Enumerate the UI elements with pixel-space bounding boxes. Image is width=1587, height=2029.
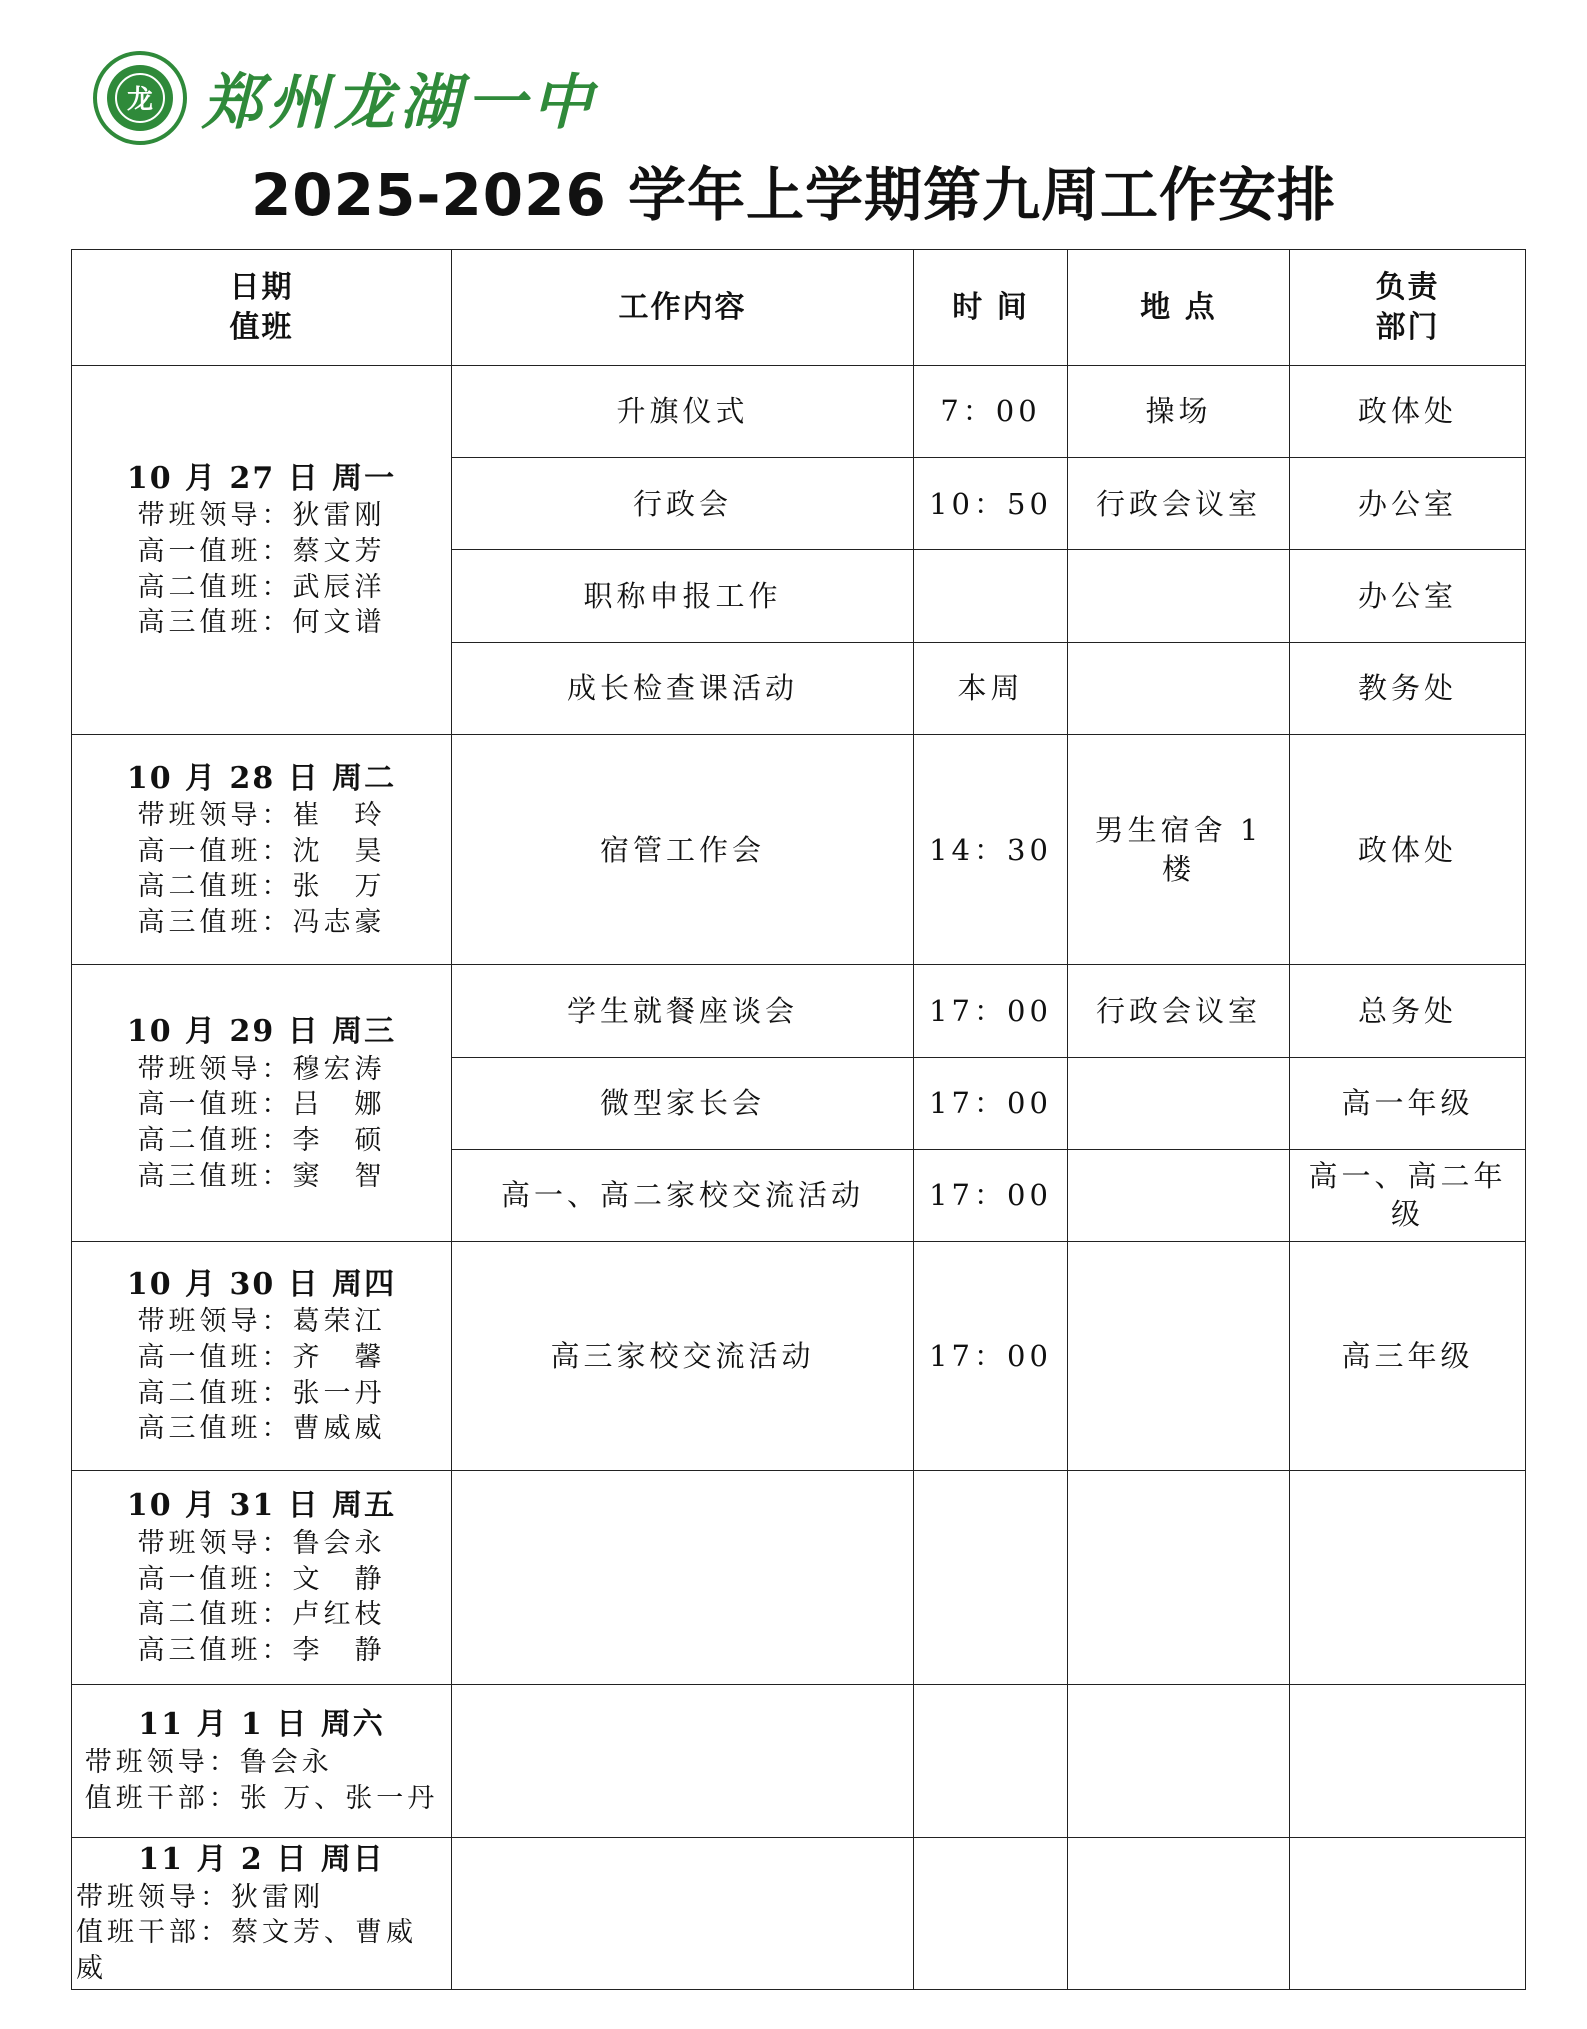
task-dept: 政体处 (1290, 734, 1526, 965)
duty-entry: 值班干部：蔡文芳、曹威威 (76, 1917, 417, 1984)
task-place (1068, 1470, 1290, 1685)
duty-entry: 高二值班：李 硕 (137, 1125, 386, 1157)
day-date: 10 月 28 日 周二 (126, 760, 397, 796)
day-duty-cell (72, 1685, 452, 1837)
header-place: 地 点 (1068, 250, 1290, 366)
header-date: 日期 (229, 269, 294, 305)
schedule-body (72, 366, 1526, 1990)
header-dept (1290, 250, 1526, 366)
duty-entry: 高二值班：卢红枝 (137, 1599, 386, 1631)
header-dept-line2: 部门 (1375, 309, 1440, 345)
duty-entry: 高三值班：李 静 (137, 1634, 386, 1666)
day-date: 10 月 27 日 周一 (126, 460, 397, 496)
table-row (72, 366, 1526, 458)
task-place: 男生宿舍 1 楼 (1068, 734, 1290, 965)
task-time: 17：00 (914, 965, 1068, 1057)
header-content: 工作内容 (452, 250, 914, 366)
schedule-table (71, 249, 1526, 1990)
day-duty-cell (72, 734, 452, 965)
task-dept: 教务处 (1290, 642, 1526, 734)
day-date: 10 月 31 日 周五 (126, 1488, 397, 1524)
day-date: 11 月 1 日 周六 (138, 1707, 385, 1743)
task-dept (1290, 1837, 1526, 1989)
duty-list (85, 1745, 439, 1816)
day-duty-cell (72, 965, 452, 1242)
table-row (72, 965, 1526, 1057)
table-row (72, 734, 1526, 965)
task-place: 行政会议室 (1068, 965, 1290, 1057)
duty-entry: 带班领导：葛荣江 (137, 1306, 386, 1338)
duty-entry: 带班领导：穆宏涛 (137, 1053, 386, 1085)
task-time: 17：00 (914, 1057, 1068, 1149)
duty-list (138, 1052, 386, 1195)
duty-entry: 高一值班：沈 昊 (137, 835, 386, 867)
header-dept-line1: 负责 (1375, 269, 1440, 305)
duty-entry: 带班领导：鲁会永 (84, 1747, 333, 1779)
task-place (1068, 642, 1290, 734)
task-content: 高一、高二家校交流活动 (452, 1149, 914, 1241)
task-place (1068, 1149, 1290, 1241)
duty-entry: 高一值班：蔡文芳 (137, 536, 386, 568)
day-date: 10 月 29 日 周三 (126, 1014, 397, 1050)
table-row (72, 1470, 1526, 1685)
task-dept: 政体处 (1290, 366, 1526, 458)
task-place (1068, 1837, 1290, 1989)
duty-list (138, 1304, 386, 1447)
duty-entry: 高三值班：何文谱 (137, 607, 386, 639)
duty-list (138, 1526, 386, 1669)
task-content (452, 1685, 914, 1837)
duty-entry: 值班干部：张 万、张一丹 (84, 1782, 439, 1814)
task-place (1068, 1685, 1290, 1837)
task-place: 行政会议室 (1068, 458, 1290, 550)
task-time: 10：50 (914, 458, 1068, 550)
task-dept: 高一、高二年级 (1290, 1149, 1526, 1241)
day-duty-cell (72, 1470, 452, 1685)
school-seal-icon (92, 50, 188, 146)
school-name: 郑州龙湖一中 (202, 68, 598, 138)
school-logo (92, 48, 598, 148)
task-content (452, 1837, 914, 1989)
task-time: 14：30 (914, 734, 1068, 965)
task-content: 行政会 (452, 458, 914, 550)
duty-entry: 高二值班：张一丹 (137, 1377, 386, 1409)
task-dept: 办公室 (1290, 458, 1526, 550)
task-dept (1290, 1470, 1526, 1685)
duty-list (76, 1880, 447, 1987)
task-place: 操场 (1068, 366, 1290, 458)
task-time: 17：00 (914, 1242, 1068, 1471)
header-row (72, 250, 1526, 366)
task-content: 高三家校交流活动 (452, 1242, 914, 1471)
task-time (914, 1837, 1068, 1989)
task-content: 成长检查课活动 (452, 642, 914, 734)
task-dept: 办公室 (1290, 550, 1526, 642)
table-row (72, 1242, 1526, 1471)
day-duty-cell (72, 1242, 452, 1471)
header-date-duty (72, 250, 452, 366)
table-row (72, 1837, 1526, 1989)
task-time: 7：00 (914, 366, 1068, 458)
task-content (452, 1470, 914, 1685)
task-content: 职称申报工作 (452, 550, 914, 642)
task-dept: 高三年级 (1290, 1242, 1526, 1471)
task-place (1068, 550, 1290, 642)
duty-entry: 高三值班：曹威威 (137, 1413, 386, 1445)
duty-entry: 高一值班：文 静 (137, 1563, 386, 1595)
task-content: 微型家长会 (452, 1057, 914, 1149)
task-time (914, 550, 1068, 642)
page-title: 2025-2026 学年上学期第九周工作安排 (250, 161, 1337, 229)
table-row (72, 1685, 1526, 1837)
task-time: 本周 (914, 642, 1068, 734)
task-content: 学生就餐座谈会 (452, 965, 914, 1057)
duty-entry: 高三值班：冯志豪 (137, 907, 386, 939)
task-dept (1290, 1685, 1526, 1837)
day-date: 10 月 30 日 周四 (126, 1266, 397, 1302)
duty-entry: 高一值班：齐 馨 (137, 1342, 386, 1374)
duty-entry: 高三值班：窦 智 (137, 1160, 386, 1192)
duty-entry: 带班领导：崔 玲 (137, 800, 386, 832)
day-duty-cell (72, 366, 452, 735)
duty-entry: 带班领导：狄雷刚 (137, 500, 386, 532)
day-duty-cell (72, 1837, 452, 1989)
task-content: 升旗仪式 (452, 366, 914, 458)
svg-text:龙: 龙 (126, 85, 154, 115)
duty-entry: 高二值班：武辰洋 (137, 571, 386, 603)
duty-list (138, 498, 386, 641)
day-date: 11 月 2 日 周日 (138, 1842, 385, 1878)
duty-entry: 带班领导：狄雷刚 (76, 1881, 324, 1913)
task-place (1068, 1242, 1290, 1471)
duty-entry: 高二值班：张 万 (137, 871, 386, 903)
duty-entry: 带班领导：鲁会永 (137, 1527, 386, 1559)
header-time: 时 间 (914, 250, 1068, 366)
task-content: 宿管工作会 (452, 734, 914, 965)
task-time: 17：00 (914, 1149, 1068, 1241)
task-place (1068, 1057, 1290, 1149)
task-dept: 高一年级 (1290, 1057, 1526, 1149)
task-dept: 总务处 (1290, 965, 1526, 1057)
duty-entry: 高一值班：吕 娜 (137, 1089, 386, 1121)
task-time (914, 1470, 1068, 1685)
header-duty: 值班 (229, 309, 294, 345)
duty-list (138, 798, 386, 941)
task-time (914, 1685, 1068, 1837)
